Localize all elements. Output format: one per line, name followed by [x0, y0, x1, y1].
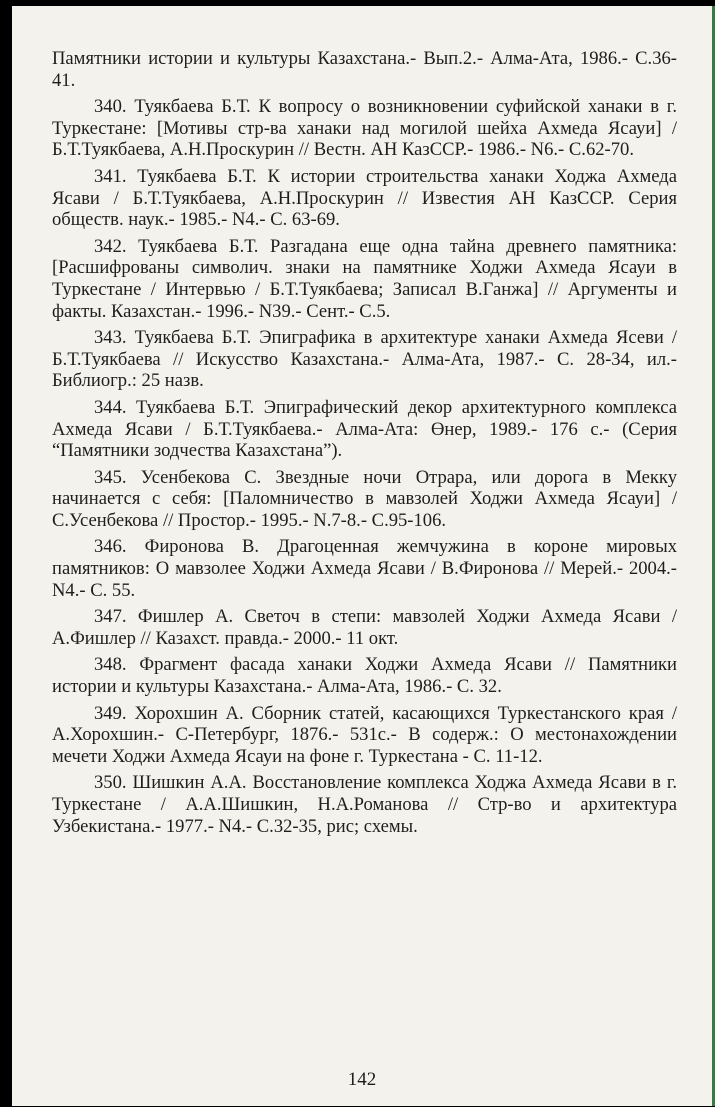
bibliography-entry-continued: Памятники истории и культуры Казахстана.- Вып.2.- Алма-Ата, 1986.- С.36-41.	[52, 48, 677, 91]
bibliography-entry-347: 347. Фишлер А. Светоч в степи: мавзолей Ходжи Ахмеда Ясави / А.Фишлер // Казахст. правда.- 2000.- 11 окт.	[52, 606, 677, 649]
page-number: 142	[347, 1069, 377, 1090]
bibliography-entry-340: 340. Туякбаева Б.Т. К вопросу о возникновении суфийской ханаки в г. Туркестане: [Мотивы стр-ва ханаки над могилой шейха Ахмеда Ясауи] / Б.Т.Туякбаева, А.Н.Проскурин // Вестн. АН КазССР.- 1986.- N6.- С.62-70.	[52, 96, 677, 161]
bibliography-entry-343: 343. Туякбаева Б.Т. Эпиграфика в архитектуре ханаки Ахмеда Ясеви / Б.Т.Туякбаева // Искусство Казахстана.- Алма-Ата, 1987.- С. 28-34, ил.- Библиогр.: 25 назв.	[52, 327, 677, 392]
bibliography-entry-350: 350. Шишкин А.А. Восстановление комплекса Ходжа Ахмеда Ясави в г. Туркестане / А.А.Шишкин, Н.А.Романова // Стр-во и архитектура Узбекистана.- 1977.- N4.- С.32-35, рис; схемы.	[52, 772, 677, 837]
bibliography-entry-344: 344. Туякбаева Б.Т. Эпиграфический декор архитектурного комплекса Ахмеда Ясави / Б.Т.Туякбаева.- Алма-Ата: Өнер, 1989.- 176 с.- (Серия “Памятники зодчества Казахстана”).	[52, 396, 677, 462]
bibliography-entry-345: 345. Усенбекова С. Звездные ночи Отрара, или дорога в Мекку начинается с себя: [Паломничество в мавзолей Ходжи Ахмеда Ясауи] / С.Усенбекова // Простор.- 1995.- N.7-8.- С.95-106.	[52, 466, 677, 531]
bibliography-entry-348: 348. Фрагмент фасада ханаки Ходжи Ахмеда Ясави // Памятники истории и культуры Казахстана.- Алма-Ата, 1986.- С. 32.	[52, 654, 677, 698]
bibliography-entry-346: 346. Фиронова В. Драгоценная жемчужина в короне мировых памятников: О мавзолее Ходжи Ахмеда Ясави / В.Фиронова // Мерей.- 2004.- N4.- С. 55.	[52, 536, 677, 601]
bibliography-entry-341: 341. Туякбаева Б.Т. К истории строительства ханаки Ходжа Ахмеда Ясави / Б.Т.Туякбаева, А.Н.Проскурин // Известия АН КазССР. Серия обществ. наук.- 1985.- N4.- С. 63-69.	[52, 165, 677, 231]
book-page	[12, 6, 712, 1106]
bibliography-entry-349: 349. Хорохшин А. Сборник статей, касающихся Туркестанского края / А.Хорохшин.- С-Петербург, 1876.- 531с.- В содерж.: О местонахождении мечети Ходжи Ахмеда Ясауи на фоне г. Туркестана - С. 11-12.	[52, 702, 677, 767]
bibliography-entry-342: 342. Туякбаева Б.Т. Разгадана еще одна тайна древнего памятника: [Расшифрованы символич. знаки на памятнике Ходжи Ахмеда Ясауи в Туркестане / Интервью / Б.Т.Туякбаева; Записал В.Ганжа] // Аргументы и факты. Казахстан.- 1996.- N39.- Сент.- С.5.	[52, 235, 677, 322]
bibliography-list	[52, 48, 677, 842]
